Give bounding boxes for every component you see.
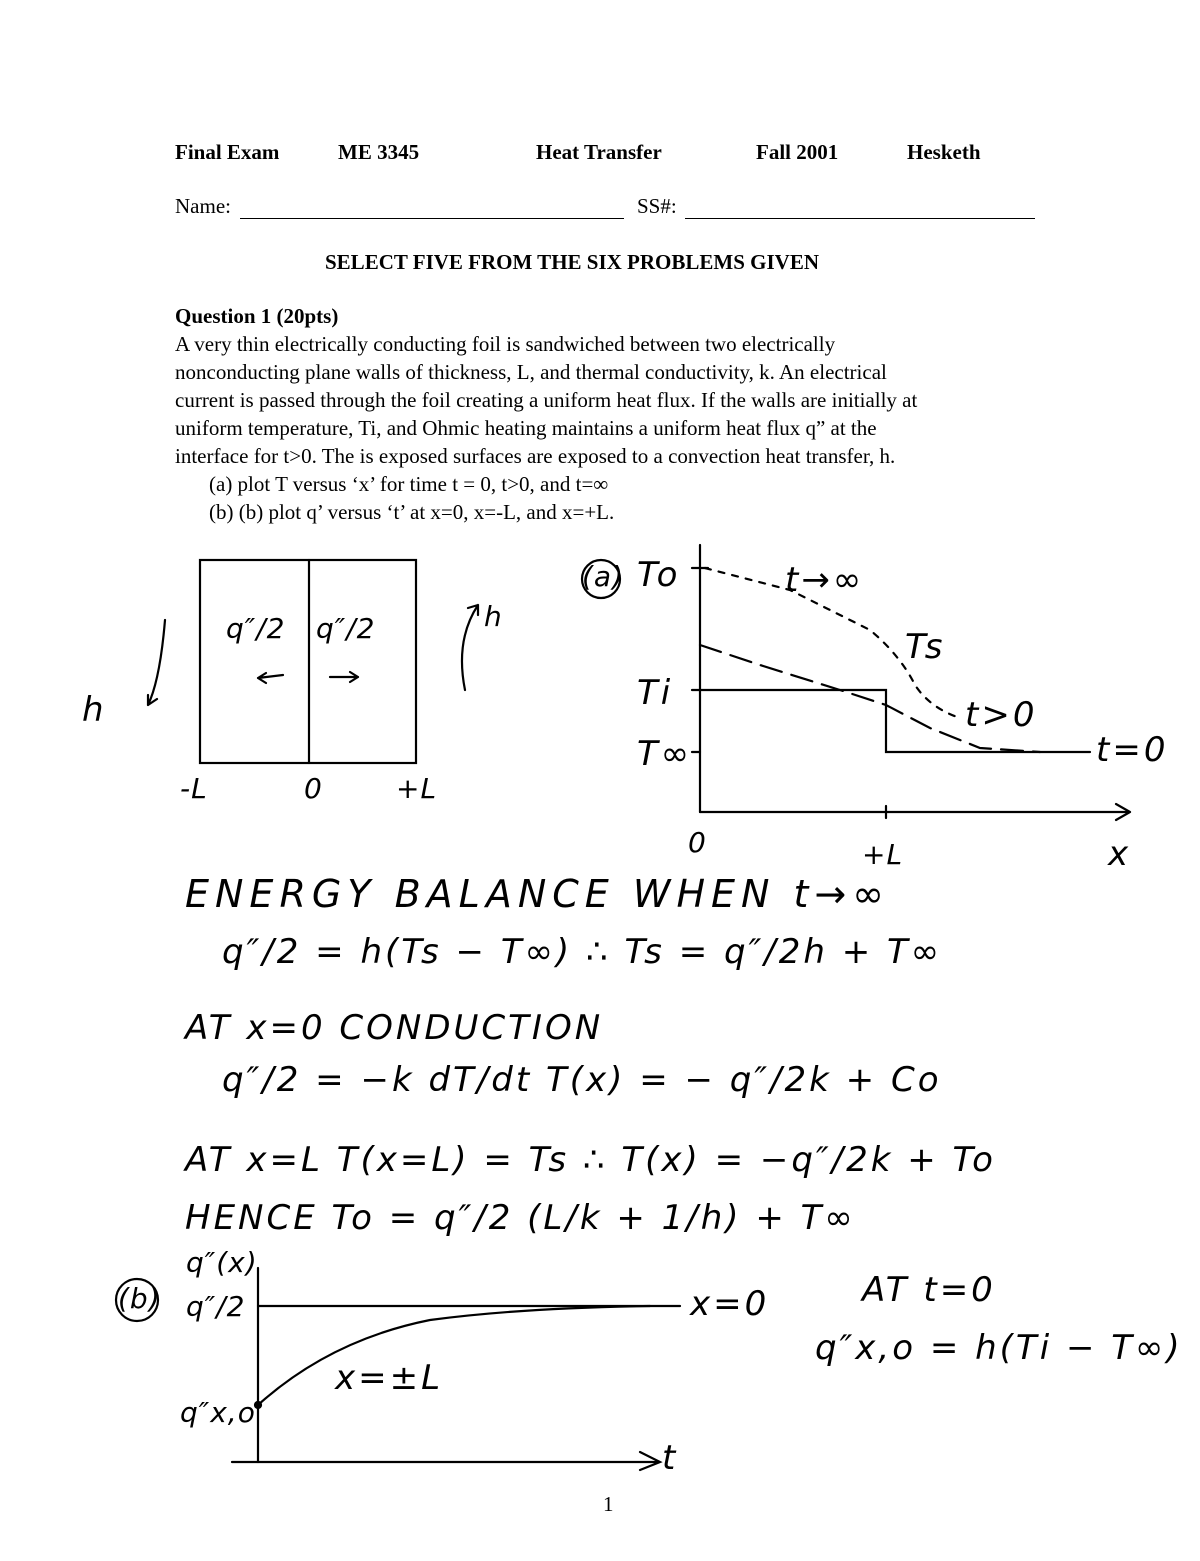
plot-b-y-label-half: q″/2: [186, 1290, 246, 1323]
plot-b-x-axis: [232, 1452, 660, 1470]
plot-b-x-axis-label: t: [662, 1438, 679, 1478]
flux-arrow-right: [330, 672, 358, 682]
flux-label-left: q″/2: [226, 612, 286, 645]
note-line: AT t=0: [862, 1270, 996, 1310]
part-a-label: (a): [582, 560, 625, 593]
course-subject: Heat Transfer: [536, 140, 662, 164]
question-line: current is passed through the foil creating a uniform heat flux. If the walls are initially at: [175, 388, 918, 412]
plot-b-y-label-initial: q″x,o: [180, 1396, 256, 1429]
curve-x-plus-minus-L: [258, 1306, 650, 1405]
page-number: 1: [603, 1492, 614, 1516]
curve-label-Ts: Ts: [905, 627, 946, 667]
part-b-label: (b): [118, 1282, 161, 1315]
h-label-left: h: [82, 690, 107, 730]
wall-label-zero: 0: [304, 772, 323, 805]
solution-line: q″/2 = −k dT/dt T(x) = − q″/2k + Co: [222, 1060, 942, 1100]
solution-line: q″/2 = h(Ts − T∞) ∴ Ts = q″/2h + T∞: [222, 932, 943, 972]
curve-label-t-positive: t>0: [965, 695, 1038, 735]
x-axis-label: x: [1108, 834, 1132, 874]
exam-title: Final Exam: [175, 140, 280, 164]
flux-arrow-left: [258, 673, 283, 683]
curve-label-x-plus-minus-L: x=±L: [335, 1358, 444, 1398]
h-arrow-right: [462, 605, 478, 690]
solution-line: AT x=L T(x=L) = Ts ∴ T(x) = −q″/2k + To: [185, 1140, 996, 1180]
question-line: nonconducting plane walls of thickness, L, and thermal conductivity, k. An electrical: [175, 360, 887, 384]
wall-label-plus-L: +L: [396, 772, 438, 805]
h-arrow-left: [148, 620, 165, 705]
note-line: q″x,o = h(Ti − T∞): [815, 1328, 1183, 1368]
flux-label-right: q″/2: [316, 612, 376, 645]
curve-label-x-zero: x=0: [690, 1284, 770, 1324]
y-label-Ti: Ti: [637, 673, 674, 713]
solution-line: HENCE To = q″/2 (L/k + 1/h) + T∞: [185, 1198, 856, 1238]
question-title: Question 1 (20pts): [175, 304, 339, 328]
curve-label-t-zero: t=0: [1096, 730, 1169, 770]
y-label-To: To: [637, 555, 681, 595]
question-line: A very thin electrically conducting foil is sandwiched between two electrically: [175, 332, 836, 356]
wall-label-minus-L: -L: [180, 772, 208, 805]
curve-start-point: [255, 1402, 261, 1408]
instructor-name: Hesketh: [907, 140, 981, 164]
exam-term: Fall 2001: [756, 140, 839, 164]
curve-label-t-infinity: t→∞: [785, 560, 865, 600]
solution-line: ENERGY BALANCE WHEN t→∞: [185, 872, 890, 916]
question-part-b: (b) (b) plot q’ versus ‘t’ at x=0, x=-L, and x=+L.: [209, 500, 615, 524]
question-line: uniform temperature, Ti, and Ohmic heating maintains a uniform heat flux q” at the: [175, 416, 877, 440]
name-label: Name:: [175, 194, 231, 218]
question-part-a: (a) plot T versus ‘x’ for time t = 0, t>0, and t=∞: [209, 472, 609, 496]
course-code: ME 3345: [338, 140, 420, 164]
h-label-right: h: [484, 600, 503, 633]
ss-label: SS#:: [637, 194, 677, 218]
y-label-Tinf: T∞: [637, 734, 693, 774]
plot-a-x-axis: [700, 804, 1130, 820]
plot-b-y-axis-label: q″(x): [186, 1246, 258, 1279]
x-label-zero: 0: [688, 826, 707, 859]
question-line: interface for t>0. The is exposed surfaces are exposed to a convection heat transfer, h.: [175, 444, 896, 468]
solution-line: AT x=0 CONDUCTION: [185, 1008, 604, 1048]
x-label-L: +L: [862, 838, 904, 871]
instructions: SELECT FIVE FROM THE SIX PROBLEMS GIVEN: [325, 250, 819, 274]
